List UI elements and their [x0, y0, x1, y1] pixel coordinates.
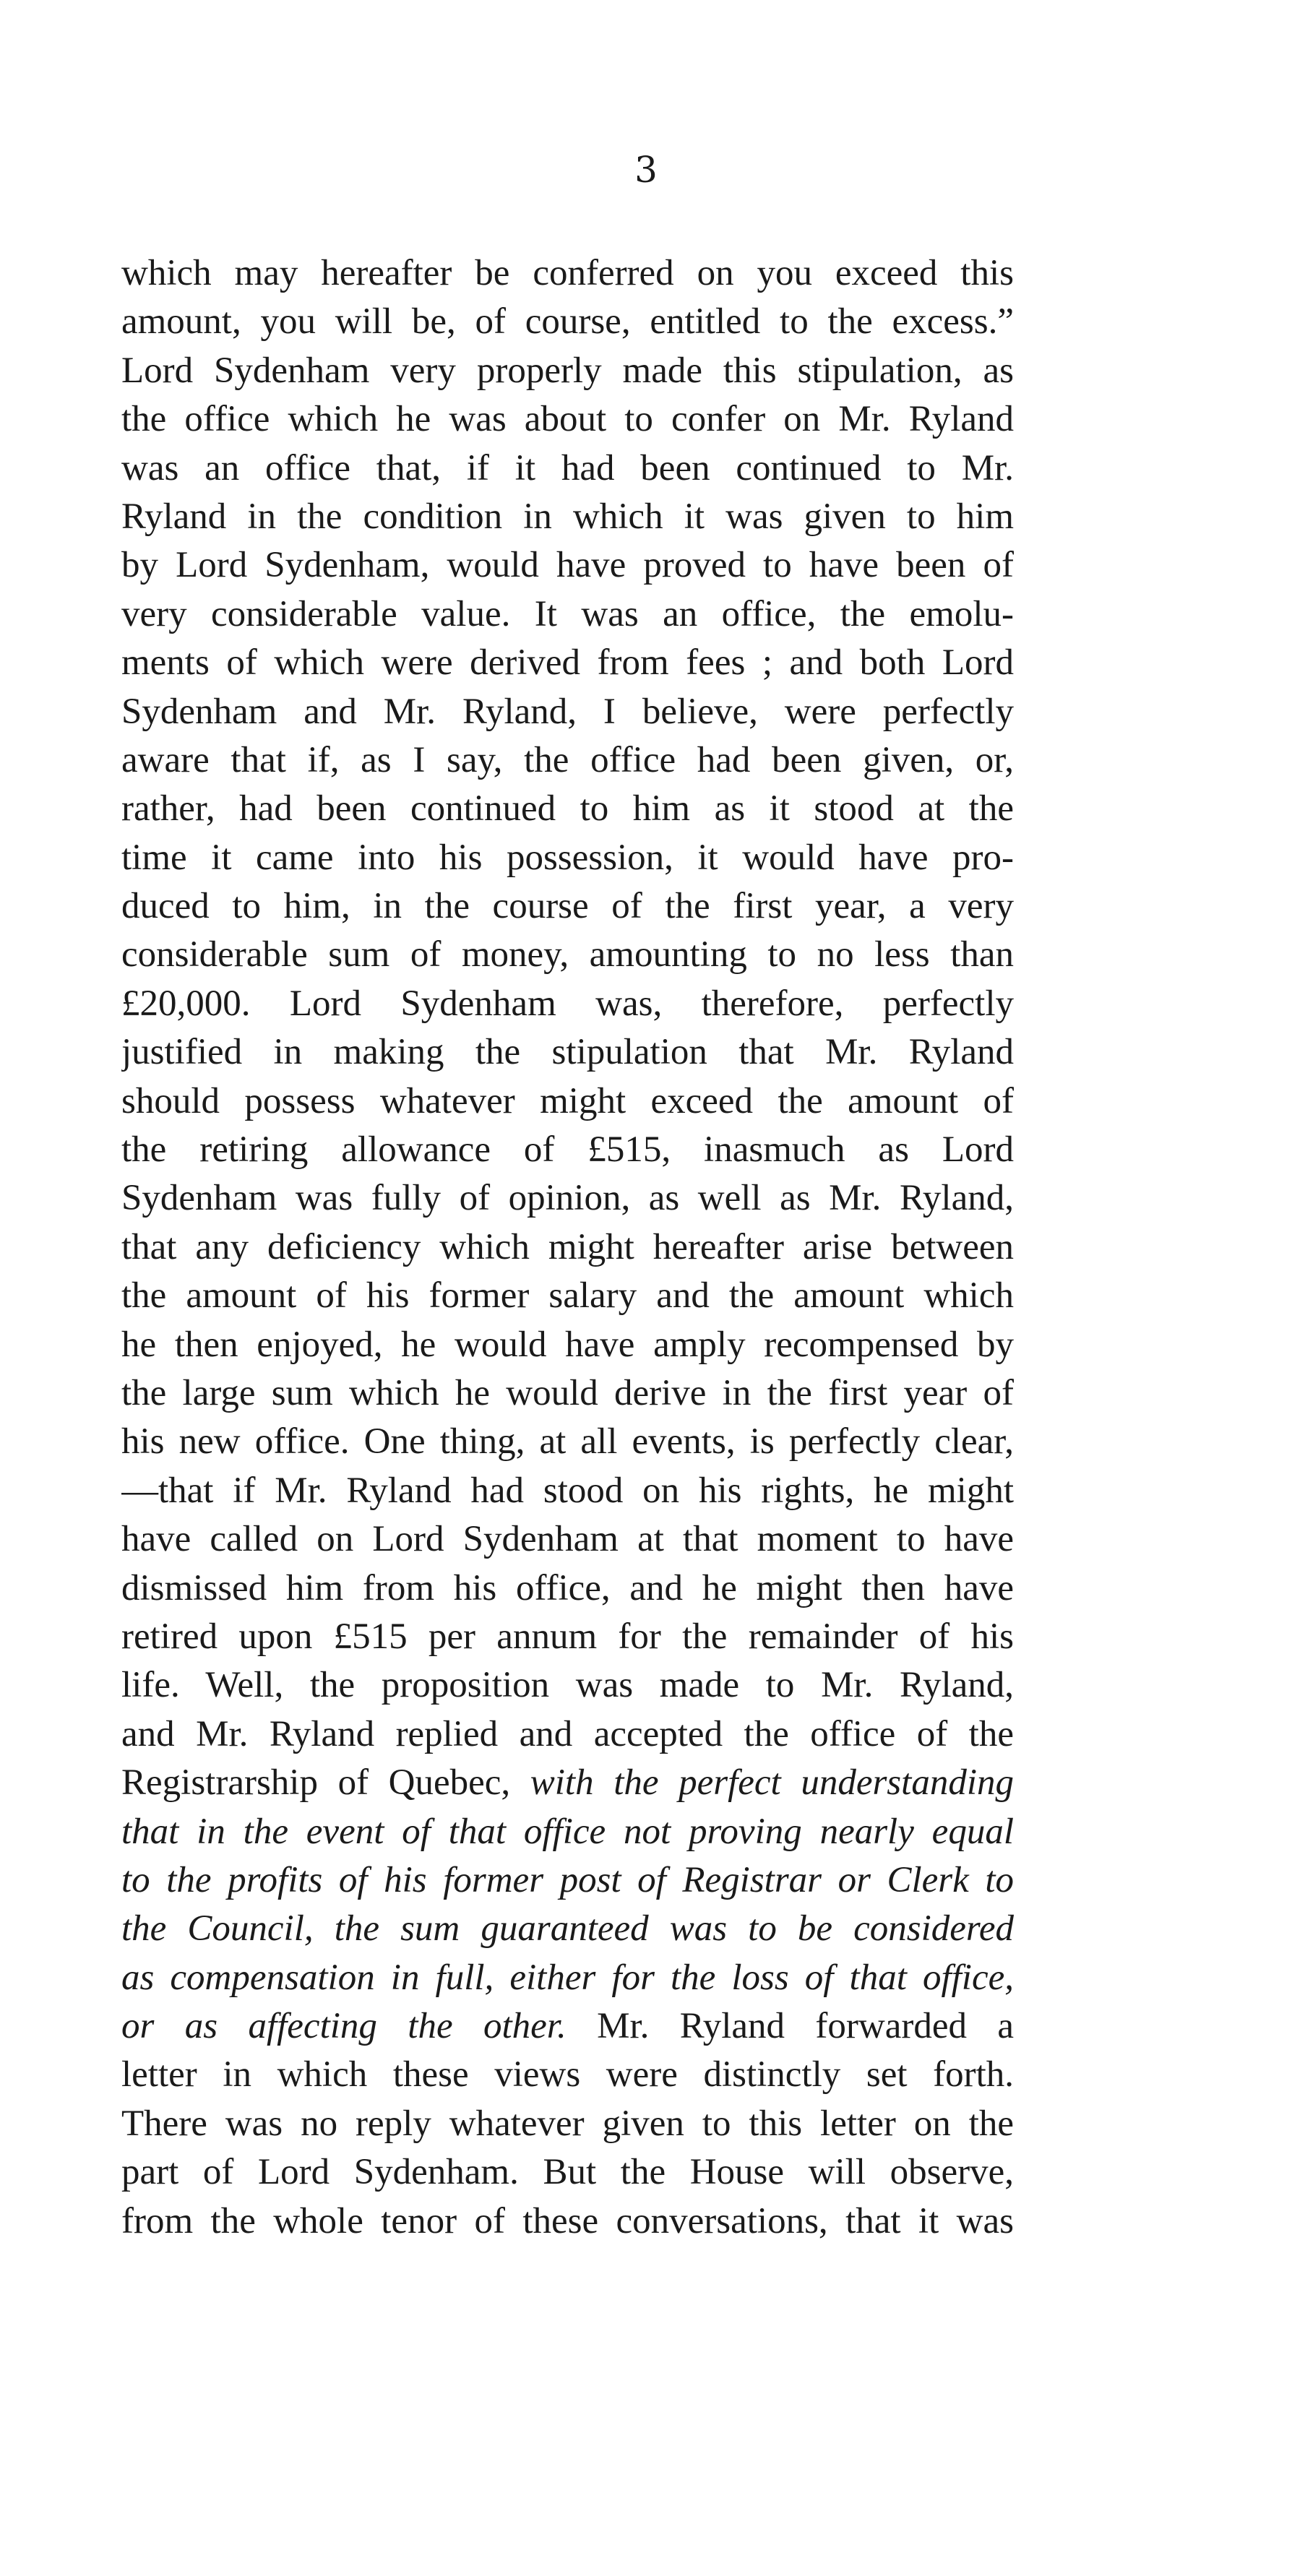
text-segment: by Lord Sydenham, would have proved to have been of [121, 545, 1014, 586]
text-line [121, 639, 1014, 687]
text-segment: duced to him, in the course of the first year, a very [121, 886, 1014, 927]
text-line [121, 1467, 1014, 1515]
text-line [121, 785, 1014, 833]
text-line [121, 347, 1014, 395]
text-line [121, 541, 1014, 590]
text-line [121, 590, 1014, 639]
text-line [121, 1077, 1014, 1126]
text-line [121, 1174, 1014, 1223]
text-segment: the office which he was about to confer on Mr. Ryland [121, 399, 1014, 440]
text-segment: his new office. One thing, at all events, is perfectly clear, [121, 1421, 1014, 1463]
text-segment: There was no reply whatever given to this letter on the [121, 2103, 1014, 2144]
text-segment: from the whole tenor of these conversations, that it was [121, 2200, 1014, 2241]
text-segment: ments of which were derived from fees ; and both Lord [121, 642, 1014, 684]
text-line [121, 2051, 1014, 2099]
text-line [121, 736, 1014, 785]
text-line [121, 1515, 1014, 1564]
text-line [121, 1759, 1014, 1807]
text-line [121, 1954, 1014, 2002]
text-segment: retired upon £515 per annum for the remainder of his [121, 1616, 1014, 1657]
text-line [121, 1661, 1014, 1710]
text-line [121, 1856, 1014, 1905]
text-line [121, 931, 1014, 979]
text-segment: the amount of his former salary and the amount which [121, 1275, 1014, 1317]
text-line [121, 1321, 1014, 1369]
text-line [121, 1418, 1014, 1466]
text-segment: which may hereafter be conferred on you exceed this [121, 253, 1014, 293]
text-segment: the large sum which he would derive in the first year of [121, 1372, 1014, 1413]
text-segment: was an office that, if it had been continued to Mr. [121, 447, 1014, 488]
text-line [121, 395, 1014, 444]
text-segment: amount, you will be, of course, entitled to the excess.” [121, 301, 1014, 343]
body-text [121, 249, 1014, 2246]
text-segment: have called on Lord Sydenham at that moment to have [121, 1519, 1014, 1560]
text-line [121, 1369, 1014, 1418]
text-segment: £20,000. Lord Sydenham was, therefore, perfectly [121, 983, 1014, 1024]
text-line [121, 1028, 1014, 1077]
text-segment: very considerable value. It was an office, the emolu- [121, 593, 1014, 634]
italic-text-segment: to the profits of his former post of Registrar or Clerk to [121, 1859, 1014, 1900]
italic-text-segment: with the perfect understanding [530, 1762, 1014, 1804]
italic-text-segment: or as affecting the other. [121, 2006, 567, 2047]
italic-text-segment: the Council, the sum guaranteed was to be considered [121, 1908, 1014, 1950]
text-line [121, 2002, 1014, 2051]
text-segment: time it came into his possession, it would have pro- [121, 837, 1014, 878]
text-segment: and Mr. Ryland replied and accepted the office of the [121, 1713, 1014, 1754]
text-segment: letter in which these views were distinctly set forth. [121, 2054, 1014, 2095]
italic-text-segment: that in the event of that office not proving nearly equal [121, 1811, 1014, 1852]
text-segment: he then enjoyed, he would have amply recompensed by [121, 1324, 1014, 1365]
text-segment: the retiring allowance of £515, inasmuch as Lord [121, 1129, 1014, 1171]
text-line [121, 493, 1014, 541]
text-segment: aware that if, as I say, the office had been given, or, [121, 739, 1014, 780]
text-segment: Mr. Ryland forwarded a [566, 2006, 1014, 2047]
text-line [121, 2197, 1014, 2246]
text-segment: should possess whatever might exceed the amount of [121, 1080, 1014, 1121]
text-line [121, 298, 1014, 346]
page-number: 3 [634, 149, 658, 191]
text-line [121, 2148, 1014, 2197]
text-segment: Sydenham and Mr. Ryland, I believe, were perfectly [121, 691, 1014, 732]
text-segment: Registrarship of Quebec, [121, 1762, 530, 1804]
text-line [121, 2100, 1014, 2148]
text-segment: that any deficiency which might hereafter arise between [121, 1226, 1014, 1267]
text-line [121, 1223, 1014, 1272]
text-segment: considerable sum of money, amounting to no less than [121, 934, 1014, 975]
text-segment: life. Well, the proposition was made to Mr. Ryland, [121, 1665, 1014, 1706]
text-line [121, 1710, 1014, 1759]
text-line [121, 1564, 1014, 1613]
text-segment: justified in making the stipulation that Mr. Ryland [121, 1032, 1014, 1073]
text-segment: Sydenham was fully of opinion, as well as Mr. Ryland, [121, 1178, 1014, 1219]
text-line [121, 444, 1014, 493]
text-segment: Ryland in the condition in which it was given to him [121, 496, 1014, 537]
text-line [121, 688, 1014, 736]
text-segment: —that if Mr. Ryland had stood on his rights, he might [121, 1470, 1014, 1511]
text-line [121, 1905, 1014, 1953]
text-line [121, 1613, 1014, 1661]
text-segment: Lord Sydenham very properly made this stipulation, as [121, 350, 1014, 391]
text-line [121, 834, 1014, 882]
text-segment: rather, had been continued to him as it stood at the [121, 788, 1014, 830]
text-line [121, 1272, 1014, 1320]
text-line [121, 1126, 1014, 1174]
italic-text-segment: as compensation in full, either for the loss of that office, [121, 1957, 1014, 1998]
text-segment: part of Lord Sydenham. But the House will observe, [121, 2152, 1014, 2193]
text-line [121, 1808, 1014, 1856]
text-line [121, 249, 1014, 298]
text-line [121, 980, 1014, 1028]
text-segment: dismissed him from his office, and he might then have [121, 1567, 1014, 1608]
text-line [121, 882, 1014, 931]
